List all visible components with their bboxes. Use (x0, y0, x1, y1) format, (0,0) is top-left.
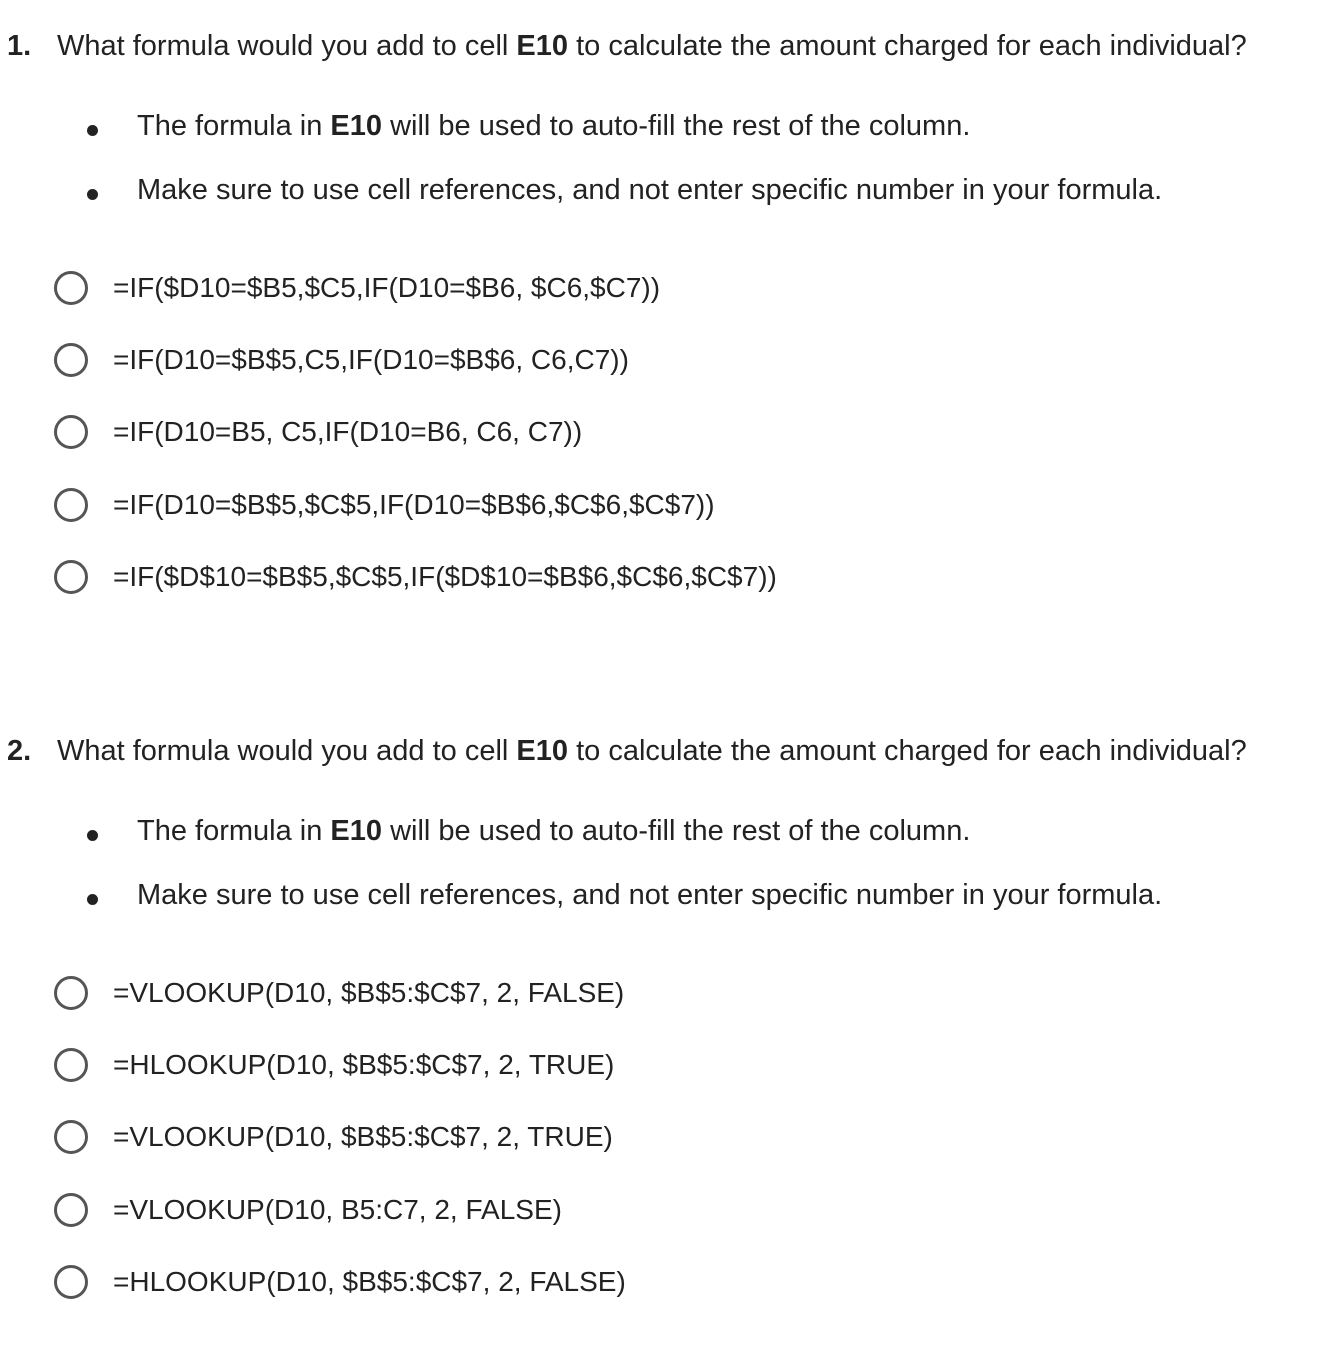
radio-button[interactable] (54, 343, 88, 377)
instruction-text: Make sure to use cell references, and not enter specific number in your formula. (137, 174, 1163, 206)
answer-option-1[interactable] (54, 971, 624, 1015)
question-number: 2. (7, 735, 32, 767)
radio-button[interactable] (54, 1048, 88, 1082)
answer-option-label: =IF(D10=B5, C5,IF(D10=B6, C6, C7)) (113, 416, 583, 447)
question-cell-ref: E10 (516, 735, 569, 767)
answer-option-2[interactable] (54, 338, 629, 382)
radio-button[interactable] (54, 271, 88, 305)
answer-option-4[interactable] (54, 1188, 562, 1232)
radio-button[interactable] (54, 488, 88, 522)
answer-option-5[interactable] (54, 1260, 626, 1304)
answer-option-label: =HLOOKUP(D10, $B$5:$C$7, 2, FALSE) (113, 1266, 626, 1297)
answer-option-label: =IF($D10=$B5,$C5,IF(D10=$B6, $C6,$C7)) (113, 272, 661, 303)
bullet-icon (87, 125, 98, 136)
answer-option-label: =VLOOKUP(D10, $B$5:$C$7, 2, TRUE) (113, 1121, 613, 1152)
answer-option-label: =VLOOKUP(D10, $B$5:$C$7, 2, FALSE) (113, 977, 625, 1008)
instruction-text: The formula in (137, 110, 331, 142)
radio-button[interactable] (54, 1265, 88, 1299)
answer-option-label: =VLOOKUP(D10, B5:C7, 2, FALSE) (113, 1194, 562, 1225)
instruction-text-end: will be used to auto-fill the rest of the column. (382, 110, 971, 142)
bullet-icon (87, 894, 98, 905)
radio-button[interactable] (54, 560, 88, 594)
answer-option-label: =IF(D10=$B$5,C5,IF(D10=$B$6, C6,C7)) (113, 344, 629, 375)
question-title (7, 26, 1247, 66)
radio-button[interactable] (54, 1120, 88, 1154)
bullet-icon (87, 830, 98, 841)
radio-button[interactable] (54, 1193, 88, 1227)
answer-option-label: =HLOOKUP(D10, $B$5:$C$7, 2, TRUE) (113, 1049, 615, 1080)
question-text: What formula would you add to cell (57, 735, 517, 767)
answer-option-3[interactable] (54, 410, 582, 454)
question-text: What formula would you add to cell (57, 30, 517, 62)
answer-option-4[interactable] (54, 483, 715, 527)
instruction-text: The formula in (137, 815, 331, 847)
radio-button[interactable] (54, 976, 88, 1010)
answer-option-2[interactable] (54, 1043, 614, 1087)
answer-option-3[interactable] (54, 1115, 613, 1159)
answer-option-label: =IF($D$10=$B$5,$C$5,IF($D$10=$B$6,$C$6,$C$7)) (113, 561, 777, 592)
instruction-cell-ref: E10 (330, 815, 383, 847)
answer-option-1[interactable] (54, 266, 660, 310)
question-text-end: to calculate the amount charged for each individual? (568, 30, 1247, 62)
question-title (7, 731, 1247, 771)
answer-option-5[interactable] (54, 555, 777, 599)
instruction-text-end: will be used to auto-fill the rest of the column. (382, 815, 971, 847)
question-number: 1. (7, 30, 32, 62)
bullet-icon (87, 189, 98, 200)
radio-button[interactable] (54, 415, 88, 449)
answer-option-label: =IF(D10=$B$5,$C$5,IF(D10=$B$6,$C$6,$C$7)) (113, 489, 715, 520)
question-cell-ref: E10 (516, 30, 569, 62)
instruction-cell-ref: E10 (330, 110, 383, 142)
question-text-end: to calculate the amount charged for each individual? (568, 735, 1247, 767)
instruction-text: Make sure to use cell references, and not enter specific number in your formula. (137, 879, 1163, 911)
